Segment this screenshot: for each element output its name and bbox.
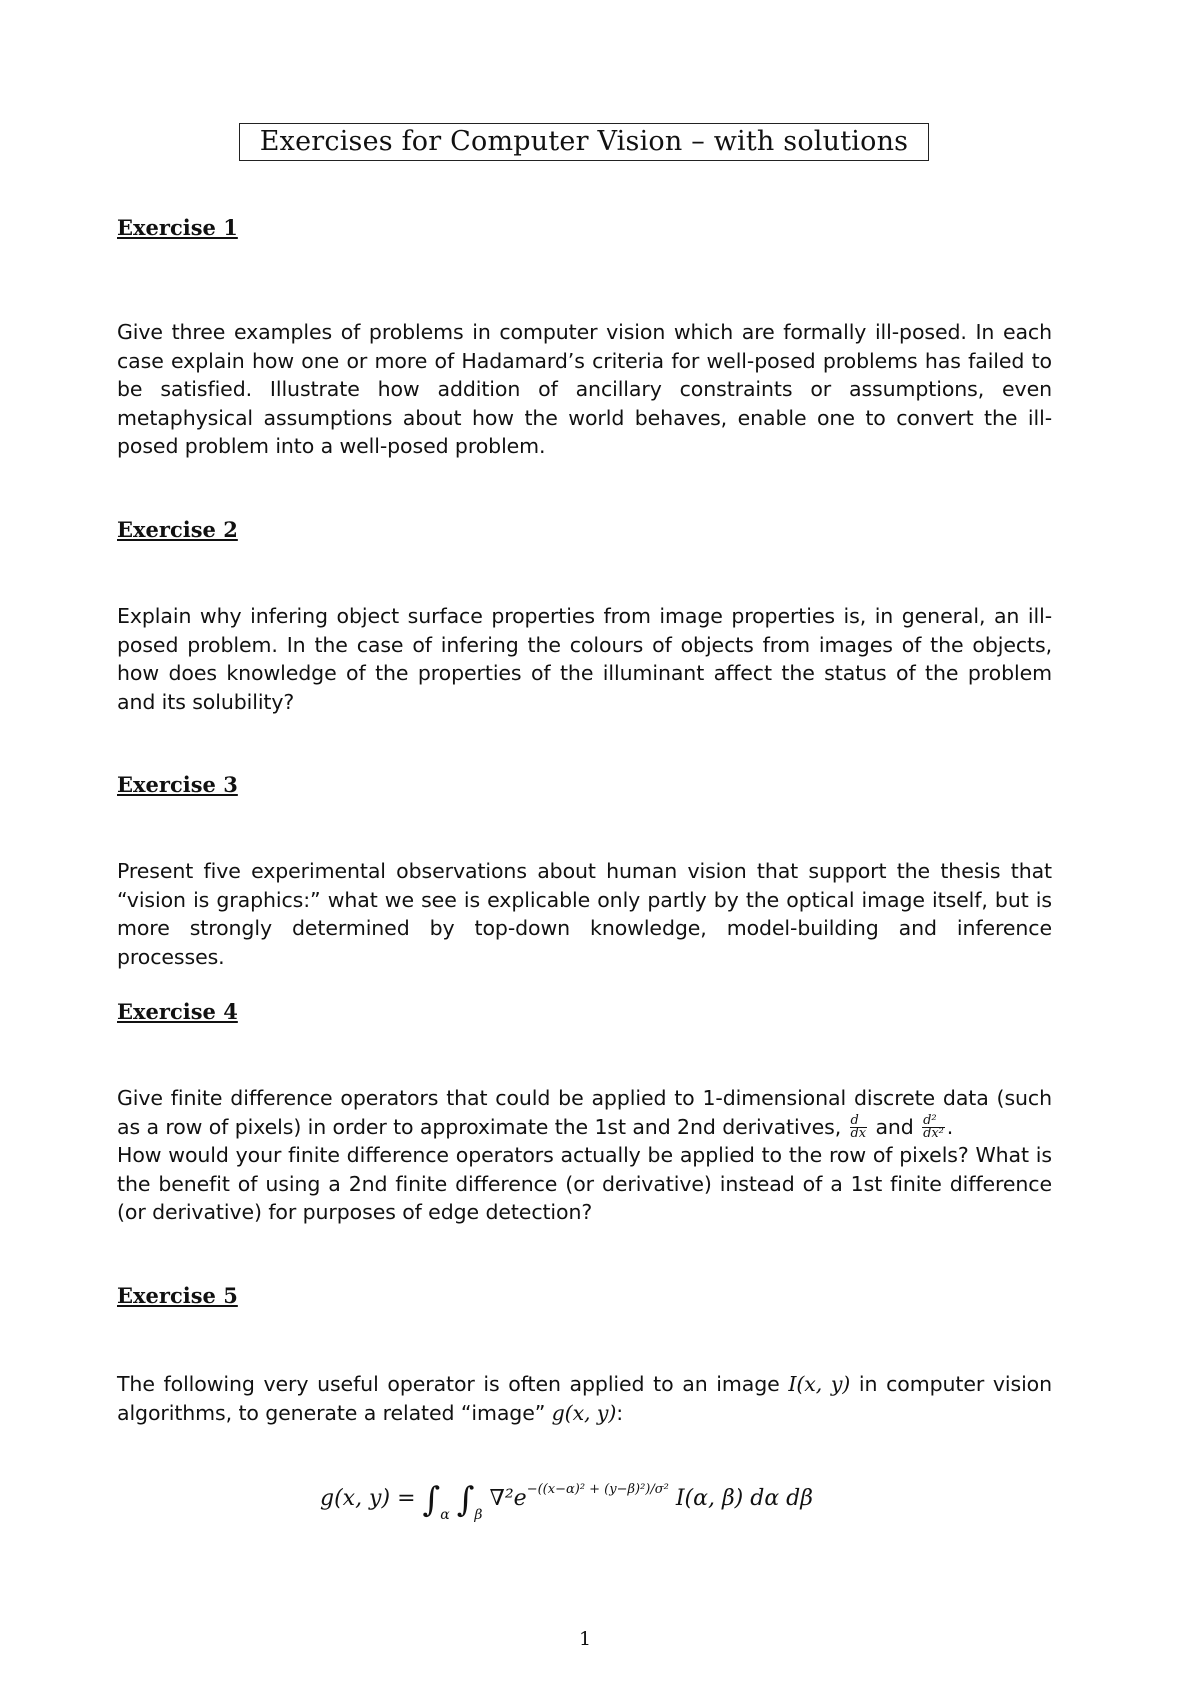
exercise-1-heading: Exercise 1 <box>117 215 238 240</box>
exercise-4-heading: Exercise 4 <box>117 999 238 1024</box>
exercise-4-text-part2: How would your finite difference operators actually be applied to the row of pixels? What is the benefit of using a 2nd finite difference (or derivative) instead of a 1st finite difference (or derivative) for purposes of edge detection? <box>117 1143 1052 1225</box>
operator-equation <box>320 1470 880 1535</box>
integral-symbol: ∫ <box>456 1480 475 1520</box>
second-derivative-fraction <box>922 1115 945 1140</box>
integral-subscript: α <box>440 1507 450 1523</box>
document-title: Exercises for Computer Vision – with solutions <box>239 123 929 161</box>
fraction-denominator: dx <box>850 1126 867 1142</box>
exercise-3-heading: Exercise 3 <box>117 772 238 797</box>
fraction-numerator: d <box>850 1115 867 1128</box>
fraction-numerator: d² <box>922 1115 945 1128</box>
colon: : <box>616 1400 624 1425</box>
exercise-4-text: Give finite difference operators that could be applied to 1-dimensional discrete data (such as a row of pixels) in order to approximate the 1st and 2nd derivatives, $\frac{d}{dx}$ and $\frac{\text{d²}}{\text{dx²}}$ . How would your finite difference operators actually be applied to the row of pixels? What is the benefit of using a 2nd finite difference (or derivative) instead of a 1st finite difference (or derivative) for purposes of edge detection? <box>117 1086 1052 1225</box>
exercise-1-text: Give three examples of problems in computer vision which are formally ill-posed. In each case explain how one or more of Hadamard’s criteria for well-posed problems has failed to be satisfied. Illustrate how addition of ancillary constraints or assumptions, even metaphysical assumptions about how the world behaves, enable one to convert the ill-posed problem into a well-posed problem. <box>117 320 1052 459</box>
exercise-4-text-part1: Give finite difference operators that could be applied to 1-dimensional discrete data (such as a row of pixels) in order to approximate the 1st and 2nd derivatives, <box>117 1086 1052 1139</box>
equation-lhs: g(x, y) = <box>320 1486 416 1511</box>
exercise-5-text-part2: in computer vision algorithms, to generate a related “image” <box>117 1372 1052 1425</box>
integral-subscript: β <box>474 1507 483 1523</box>
exercise-5-heading: Exercise 5 <box>117 1283 238 1308</box>
result-function: g(x, y) <box>551 1400 617 1425</box>
and-word: and <box>875 1114 914 1139</box>
integral-symbol: ∫ <box>422 1480 441 1520</box>
exercise-3-text: Present five experimental observations about human vision that support the thesis that “vision is graphics:” what we see is explicable only partly by the optical image itself, but is more strongly determined by top-down knowledge, model-building and inference processes. <box>117 859 1052 969</box>
laplacian-exponential: ∇²e <box>489 1486 527 1511</box>
exercise-5-text <box>117 1370 1052 1427</box>
first-derivative-fraction <box>850 1115 867 1140</box>
image-function: I(x, y) <box>788 1372 851 1396</box>
exercise-2-text: Explain why infering object surface properties from image properties is, in general, an ill-posed problem. In the case of infering the colours of objects from images of the objects, how does knowledge of the properties of the illuminant affect the status of the problem and its solubility? <box>117 604 1052 714</box>
exercise-5-text-part1: The following very useful operator is often applied to an image <box>117 1372 780 1396</box>
integrand: I(α, β) dα dβ <box>675 1486 813 1511</box>
fraction-denominator: dx² <box>923 1126 944 1142</box>
exercise-2-heading: Exercise 2 <box>117 517 238 542</box>
page-number: 1 <box>578 1628 592 1650</box>
gaussian-exponent: −((x−α)² + (y−β)²)/σ² <box>526 1482 669 1497</box>
